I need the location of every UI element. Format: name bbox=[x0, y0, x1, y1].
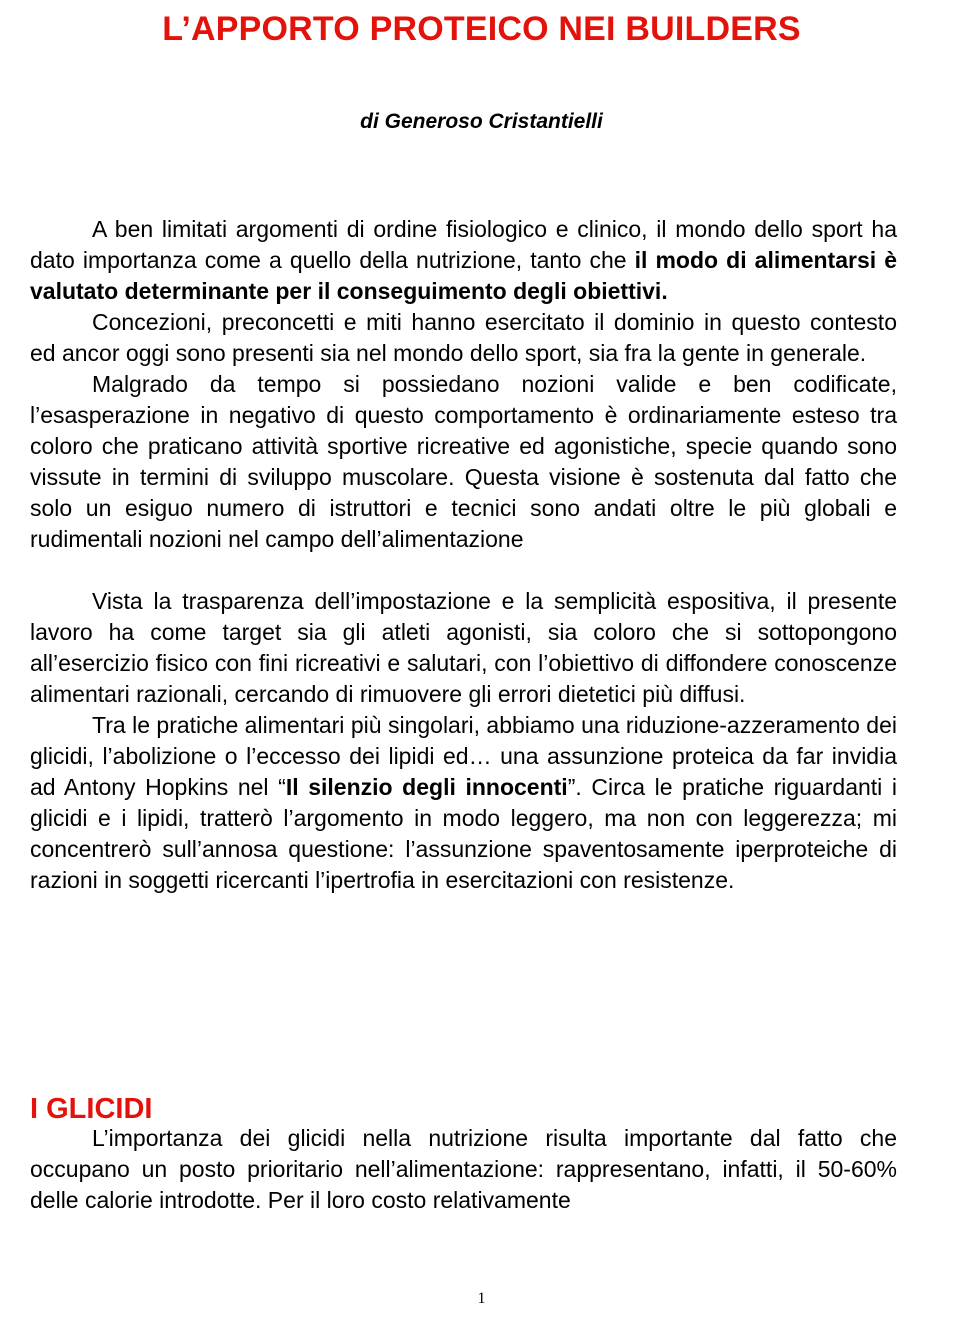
paragraph-2 bbox=[30, 307, 897, 369]
paragraph-1-bold: il modo di alimentarsi è valutato determinante per il conseguimento degli obiettivi. bbox=[30, 247, 897, 304]
paragraph-5-text: Tra le pratiche alimentari più singolari, abbiamo una riduzione-azzeramento dei glicidi, l’abolizione o l’eccesso dei lipidi ed… una assunzione proteica da far invidia ad Antony Hopkins nel “ bbox=[30, 712, 897, 800]
paragraph-2-text: Concezioni, preconcetti e miti hanno esercitato il dominio in questo contesto ed ancor oggi sono presenti sia nel mondo dello sport, sia fra la gente in generale. bbox=[30, 309, 897, 366]
paragraph-3-text: Malgrado da tempo si possiedano nozioni valide e ben codificate, l’esasperazione in negativo di questo comportamento è ordinariamente esteso tra coloro che praticano attività sportive ricreative ed agonistiche, specie quando sono vissute in termini di sviluppo muscolare. Questa visione è sostenuta dal fatto che solo un esiguo numero di istruttori e tecnici sono andati oltre le più globali e rudimentali nozioni nel campo dell’alimentazione bbox=[30, 371, 897, 552]
paragraph-3 bbox=[30, 369, 897, 555]
paragraph-4-text: Vista la trasparenza dell’impostazione e la semplicità espositiva, il presente lavoro ha come target sia gli atleti agonisti, sia coloro che si sottopongono all’esercizio fisico con fini ricreativi e salutari, con l’obiettivo di diffondere conoscenze alimentari razionali, cercando di rimuovere gli errori dietetici più diffusi. bbox=[30, 588, 897, 707]
paragraph-5-text-end: ”. Circa le pratiche riguardanti i glicidi e i lipidi, tratterò l’argomento in modo leggero, ma non con leggerezza; mi concentrerò sull’annosa questione: l’assunzione spaventosamente iperproteiche di razioni in soggetti ricercanti l’ipertrofia in esercitazioni con resistenze. bbox=[30, 774, 898, 893]
paragraph-4 bbox=[30, 586, 897, 710]
section-text-block bbox=[30, 1123, 897, 1216]
page-number: 1 bbox=[477, 1290, 486, 1307]
intro-text-block bbox=[30, 214, 897, 896]
document-title: L’APPORTO PROTEICO NEI BUILDERS bbox=[162, 10, 801, 48]
author-line: di Generoso Cristantielli bbox=[360, 110, 603, 133]
section-heading-glicidi: I GLICIDI bbox=[30, 1093, 153, 1125]
section-paragraph: L’importanza dei glicidi nella nutrizione risulta importante dal fatto che occupano un posto prioritario nell’alimentazione: rappresentano, infatti, il 50-60% delle calorie introdotte. Per il loro costo relativamente bbox=[30, 1125, 897, 1213]
paragraph-5-bold-title: Il silenzio degli innocenti bbox=[285, 774, 568, 800]
paragraph-5 bbox=[30, 710, 897, 896]
paragraph-1 bbox=[30, 214, 897, 307]
paragraph-1-text: A ben limitati argomenti di ordine fisiologico e clinico, il mondo dello sport ha dato importanza come a quello della nutrizione, tanto che bbox=[30, 216, 897, 273]
